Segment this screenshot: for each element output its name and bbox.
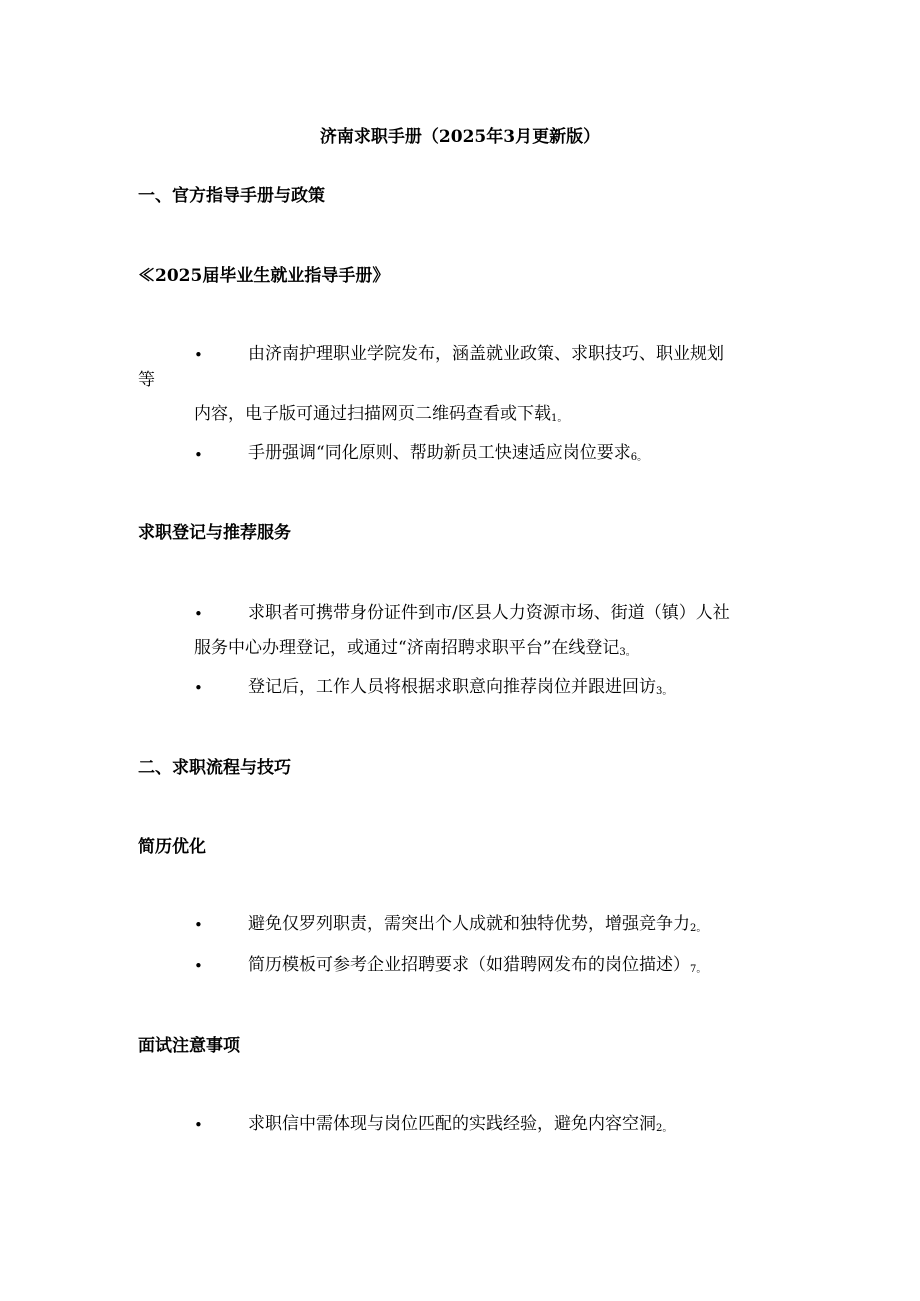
registration-item2: 登记后，工作人员将根据求职意向推荐岗位并跟进回访$_{3。}$ xyxy=(248,677,673,697)
registration-item1-line2: 服务中心办理登记，或通过“济南招聘求职平台”在线登记$_{3。}$ xyxy=(194,638,636,658)
footnote-ref: 3。 xyxy=(619,647,636,658)
handbook-item1-wrap: 等 xyxy=(138,370,155,390)
document-title: 济南求职手册（2025年3月更新版） xyxy=(319,127,601,147)
resume-item1: 避免仅罗列职责，需突出个人成就和独特优势，增强竞争力$_{2。}$ xyxy=(248,914,707,934)
bullet-dot: • xyxy=(194,1116,203,1134)
registration-heading: 求职登记与推荐服务 xyxy=(138,523,291,543)
bullet-dot: • xyxy=(194,679,203,697)
resume-heading: 简历优化 xyxy=(138,837,206,857)
registration-item1-line1: 求职者可携带身份证件到市/区县人力资源市场、街道（镇）人社 xyxy=(248,603,730,623)
handbook-item1-line1: 由济南护理职业学院发布，涵盖就业政策、求职技巧、职业规划 xyxy=(248,344,724,364)
bullet-dot: • xyxy=(194,957,203,975)
bullet-dot: • xyxy=(194,916,203,934)
interview-item1: 求职信中需体现与岗位匹配的实践经验，避免内容空洞$_{2。}$ xyxy=(248,1114,673,1134)
footnote-ref: 6。 xyxy=(630,452,648,463)
handbook-heading: ≪2025届毕业生就业指导手册》 xyxy=(138,266,390,286)
section1-heading: 一、官方指导手册与政策 xyxy=(138,186,325,206)
footnote-ref: 2。 xyxy=(690,923,707,934)
footnote-ref: 2。 xyxy=(656,1123,673,1134)
handbook-item1-line2: 内容，电子版可通过扫描网页二维码查看或下载$_{1。}$ xyxy=(194,404,568,424)
section2-heading: 二、求职流程与技巧 xyxy=(138,758,291,778)
bullet-dot: • xyxy=(194,346,203,364)
footnote-ref: 7。 xyxy=(690,964,707,975)
bullet-dot: • xyxy=(194,605,203,623)
interview-heading: 面试注意事项 xyxy=(138,1036,240,1056)
footnote-ref: 1。 xyxy=(551,413,568,424)
resume-item2: 简历模板可参考企业招聘要求（如猎聘网发布的岗位描述）$_{7。}$ xyxy=(248,955,707,975)
bullet-dot: • xyxy=(194,446,203,464)
handbook-item2: 手册强调“同化原则、帮助新员工快速适应岗位要求$_{6。}$ xyxy=(248,443,648,463)
footnote-ref: 3。 xyxy=(656,686,673,697)
